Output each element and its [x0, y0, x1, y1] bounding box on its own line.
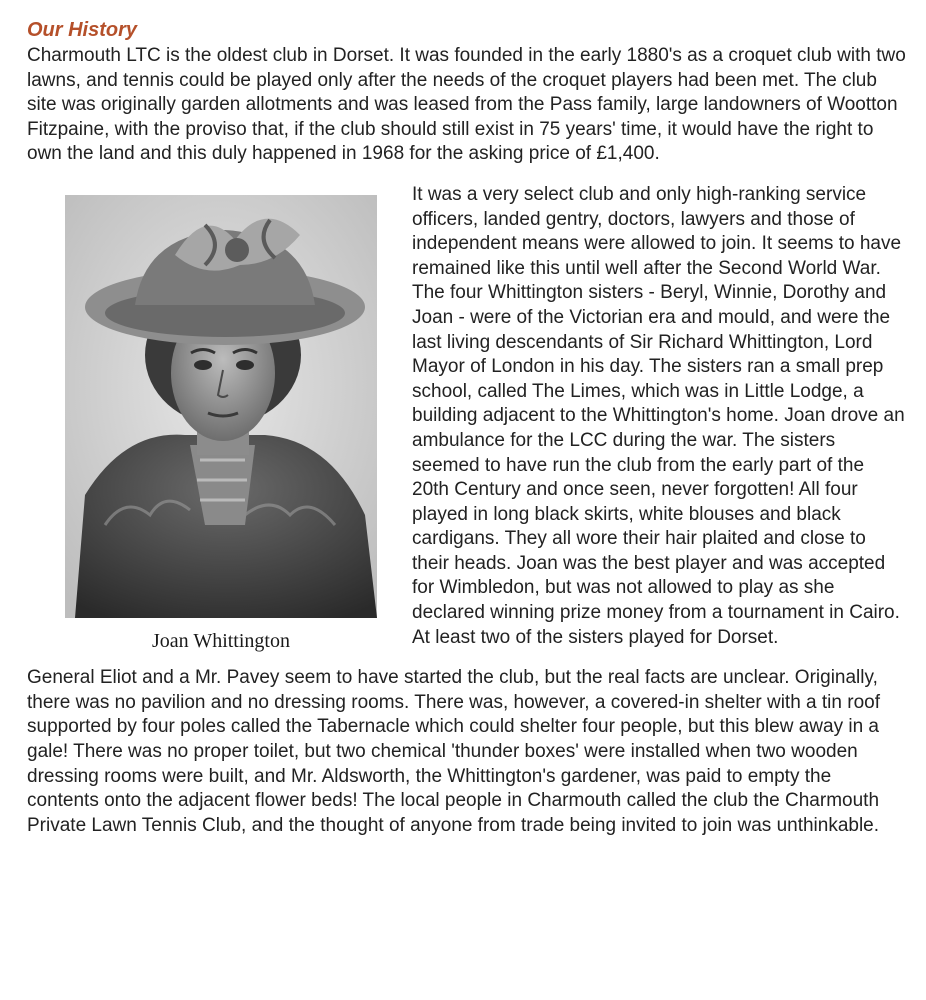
portrait-caption: Joan Whittington [152, 629, 290, 652]
portrait-photo [65, 195, 377, 618]
history-paragraph-3: General Eliot and a Mr. Pavey seem to have started the club, but the real facts are unclear. Originally, there was no pavilion and no dressing rooms. There was, however, a covered-in shelter with a tin roof supported by four poles called the Tabernacle which could shelter four people, but this blew away in a gale! There was no proper toilet, but two chemical 'thunder boxes' were installed when two wooden dressing rooms were built, and Mr. Aldsworth, the Whittington's gardener, was paid to empty the contents onto the adjacent flower beds! The local people in Charmouth called the club the Charmouth Private Lawn Tennis Club, and the thought of anyone from trade being invited to join was unthinkable. [27, 667, 880, 836]
portrait-figure [27, 183, 412, 651]
history-paragraph-1: Charmouth LTC is the oldest club in Dorset. It was founded in the early 1880's as a croquet club with two lawns, and tennis could be played only after the needs of the croquet players had been met. The club site was originally garden allotments and was leased from the Pass family, large landowners of Wootton Fitzpaine, with the proviso that, if the club should still exist in 75 years' time, it would have the right to own the land and this duly happened in 1968 for the asking price of £1,400. [27, 45, 906, 165]
history-paragraph-2: It was a very select club and only high-ranking service officers, landed gentry, doctors, lawyers and those of independent means were allowed to join. It seems to have remained like this until well after the Second World War. The four Whittington sisters - Beryl, Winnie, Dorothy and Joan - were of the Victorian era and mould, and were the last living descendants of Sir Richard Whittington, Lord Mayor of London in his day. The sisters ran a small prep school, called The Limes, which was in Little Lodge, a building adjacent to the Whittington's home. Joan drove an ambulance for the LCC during the war. The sisters seemed to have run the club from the early part of the 20th Century and once seen, never forgotten! All four played in long black skirts, white blouses and black cardigans. They all wore their hair plaited and close to their heads. Joan was the best player and was accepted for Wimbledon, but was not allowed to play as she declared winning prize money from a tournament in Cairo. At least two of the sisters played for Dorset. [412, 183, 905, 648]
page-title: Our History [27, 19, 138, 41]
